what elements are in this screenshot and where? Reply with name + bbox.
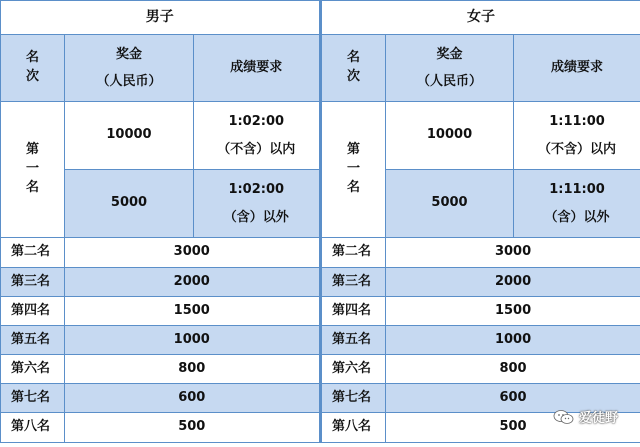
rank-header-char: 次	[25, 69, 39, 84]
women-first-prize-b: 5000	[386, 170, 514, 238]
women-prize-value: 600	[386, 384, 640, 413]
women-prize-value: 2000	[386, 268, 640, 297]
men-first-requirement-a	[194, 102, 320, 170]
women-prize-value: 1000	[386, 326, 640, 355]
men-prize-value: 1000	[65, 326, 320, 355]
column-divider	[320, 170, 322, 238]
women-first-requirement-a	[514, 102, 640, 170]
rank-header-char: 名	[25, 50, 39, 66]
men-rank-label: 第五名	[1, 326, 65, 355]
rank-header-char: 名	[347, 50, 361, 66]
condition-text: （不含）以内	[217, 141, 296, 157]
table-row	[1, 326, 640, 355]
women-rank-header	[322, 35, 386, 102]
women-first-place-label	[322, 102, 386, 238]
condition-text: （含）以外	[544, 209, 610, 225]
women-rank-label: 第七名	[322, 384, 386, 413]
men-prize-value: 500	[65, 413, 320, 443]
prize-header-line1: 奖金	[115, 46, 142, 62]
table-row	[1, 413, 640, 443]
women-first-requirement-b	[514, 170, 640, 238]
men-rank-label: 第七名	[1, 384, 65, 413]
women-prize-value: 800	[386, 355, 640, 384]
time-text: 1:11:00	[549, 114, 605, 130]
watermark	[553, 407, 618, 426]
men-requirement-header: 成绩要求	[194, 35, 320, 102]
women-prize-value: 3000	[386, 238, 640, 268]
women-rank-label: 第四名	[322, 297, 386, 326]
men-prize-value: 3000	[65, 238, 320, 268]
women-rank-label: 第六名	[322, 355, 386, 384]
women-rank-label: 第三名	[322, 268, 386, 297]
men-first-prize-b: 5000	[65, 170, 194, 238]
time-text: 1:02:00	[228, 114, 285, 130]
time-text: 1:11:00	[549, 182, 605, 198]
rank-header-char: 次	[347, 69, 361, 84]
men-prize-value: 2000	[65, 268, 320, 297]
men-rank-label: 第八名	[1, 413, 65, 443]
wechat-icon	[553, 409, 575, 425]
condition-text: （不含）以内	[538, 141, 617, 157]
rank-rows	[1, 238, 640, 443]
prize-header-line2: （人民币）	[417, 74, 483, 89]
women-prize-value: 1500	[386, 297, 640, 326]
women-requirement-header: 成绩要求	[514, 35, 640, 102]
time-text: 1:02:00	[228, 182, 285, 198]
men-first-requirement-b	[194, 170, 320, 238]
prize-header-line2: （人民币）	[96, 74, 162, 89]
women-prize-value: 500	[386, 413, 640, 443]
first-label-char: 第	[347, 142, 361, 158]
table-row	[1, 384, 640, 413]
prize-header-line1: 奖金	[436, 46, 463, 62]
women-first-prize-a: 10000	[386, 102, 514, 170]
condition-text: （含）以外	[223, 209, 289, 225]
women-rank-label: 第五名	[322, 326, 386, 355]
men-rank-label: 第三名	[1, 268, 65, 297]
table-row	[1, 238, 640, 268]
first-label-char: 名	[347, 179, 361, 195]
men-prize-value: 800	[65, 355, 320, 384]
men-prize-value: 1500	[65, 297, 320, 326]
first-label-char: 第	[25, 142, 39, 158]
men-rank-label: 第二名	[1, 238, 65, 268]
watermark-text: 爱徒野	[579, 411, 619, 426]
women-prize-header	[386, 35, 514, 102]
first-label-char: 一	[347, 161, 361, 177]
men-rank-header	[1, 35, 65, 102]
women-group-header: 女子	[322, 1, 640, 35]
women-rank-label: 第二名	[322, 238, 386, 268]
table-row	[1, 297, 640, 326]
men-prize-header	[65, 35, 194, 102]
first-label-char: 一	[25, 161, 39, 177]
table-row	[1, 355, 640, 384]
men-prize-value: 600	[65, 384, 320, 413]
men-rank-label: 第四名	[1, 297, 65, 326]
men-first-place-label	[1, 102, 65, 238]
men-group-header: 男子	[1, 1, 320, 35]
men-first-prize-a: 10000	[65, 102, 194, 170]
women-rank-label: 第八名	[322, 413, 386, 443]
first-label-char: 名	[25, 179, 39, 195]
men-rank-label: 第六名	[1, 355, 65, 384]
table-row	[1, 268, 640, 297]
